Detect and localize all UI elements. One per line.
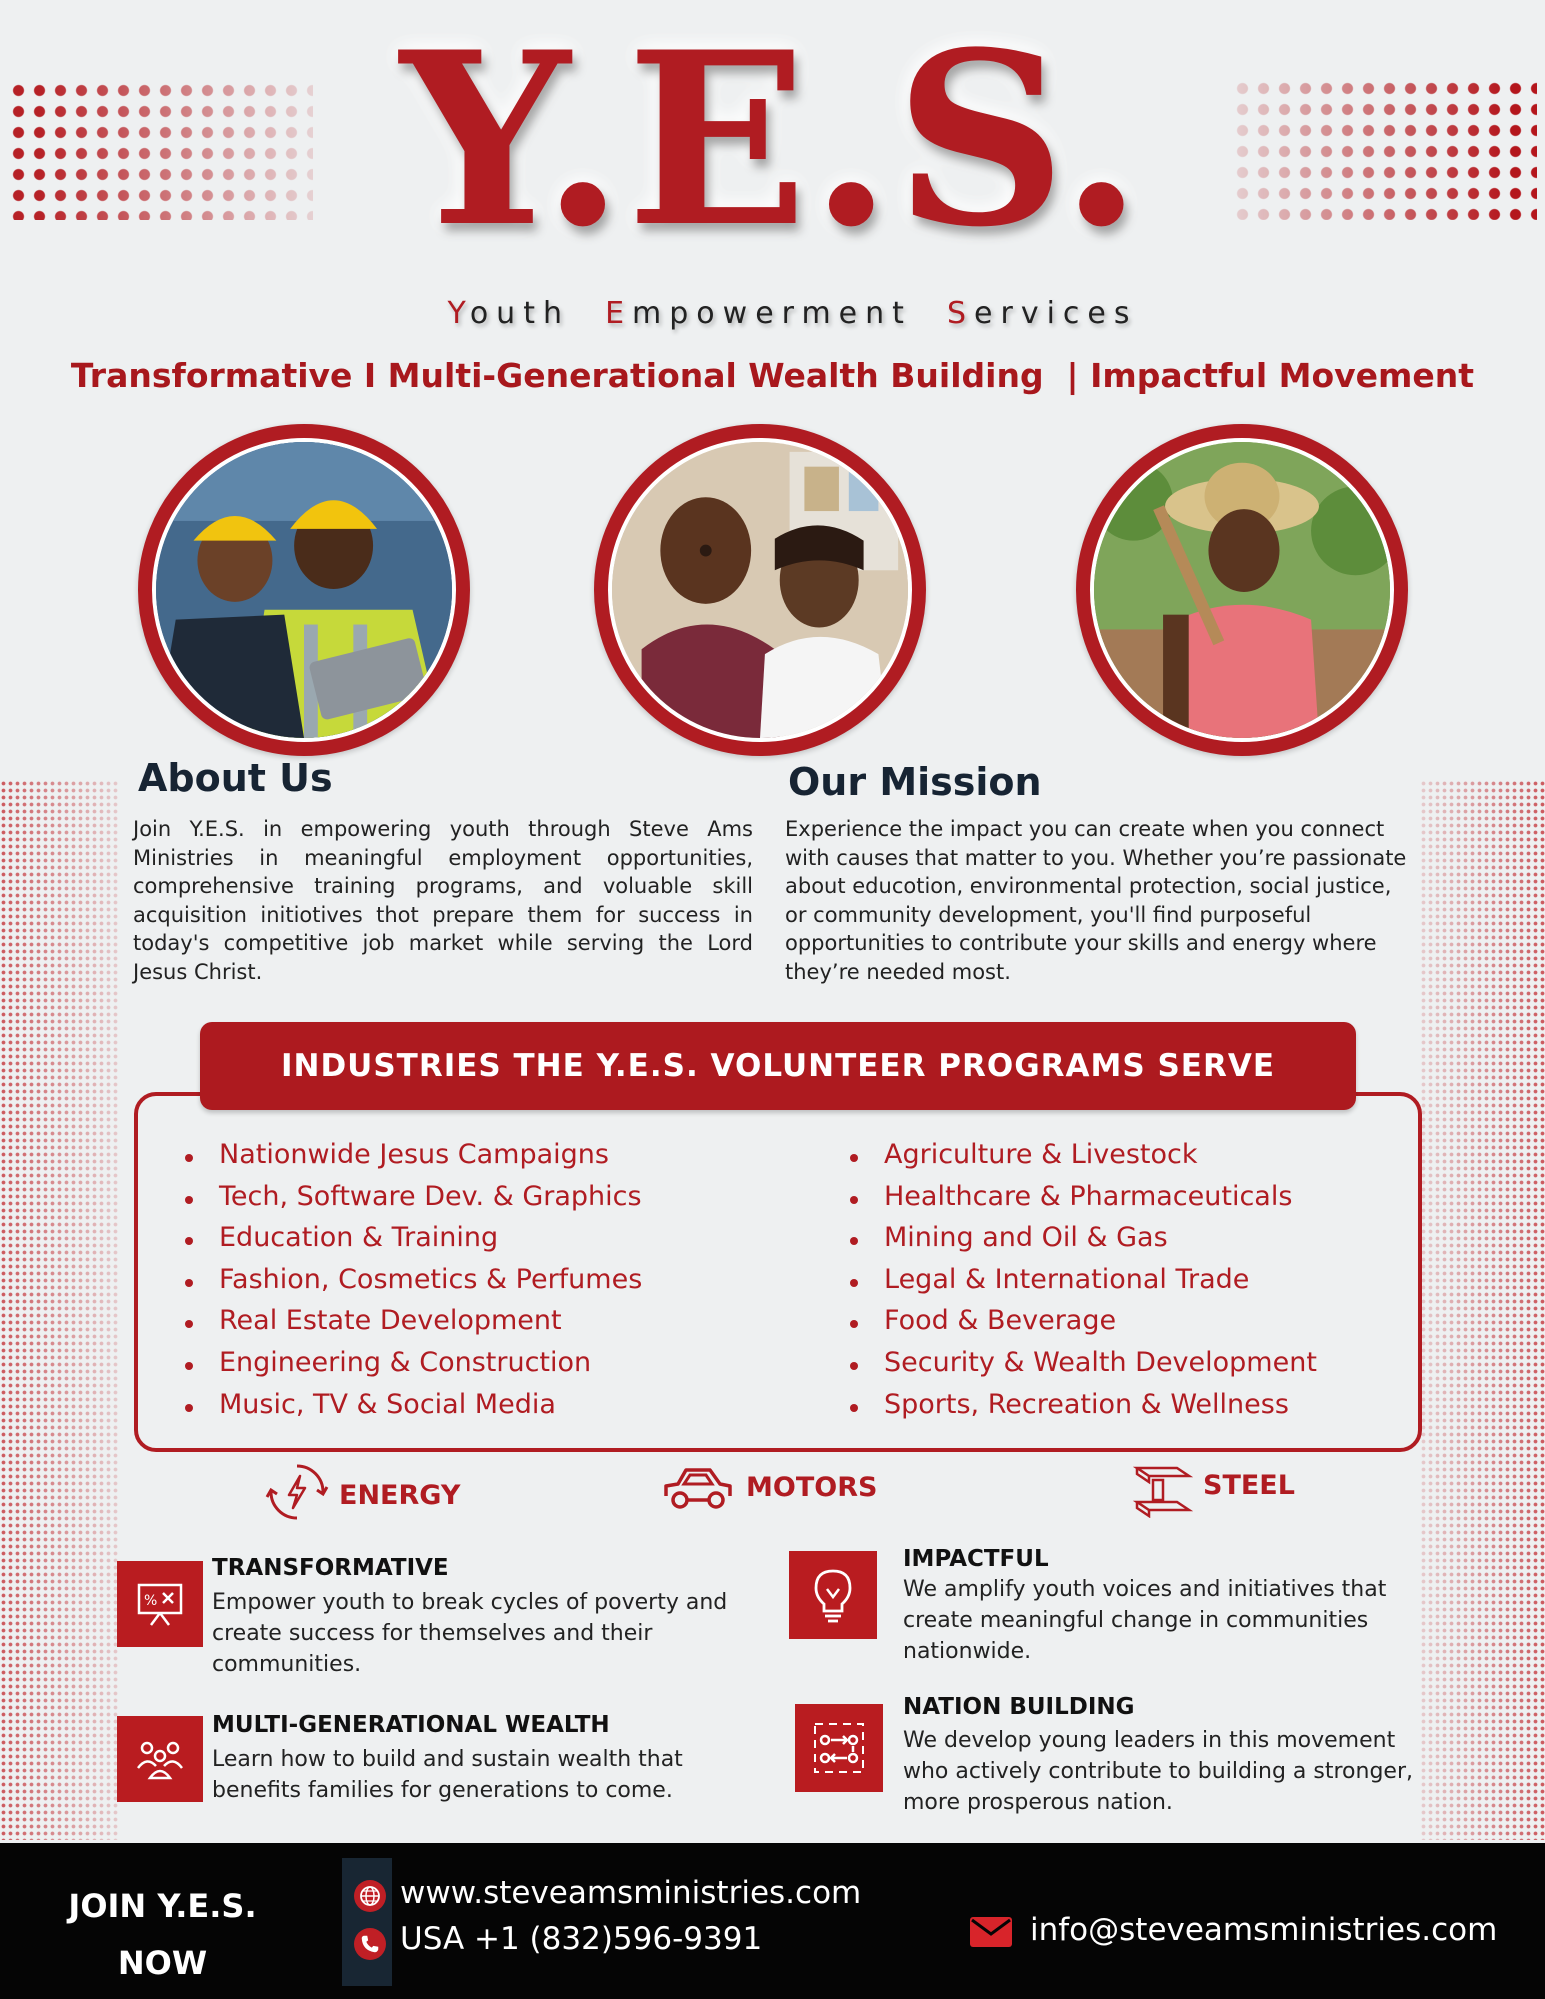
contact-icon-bar — [342, 1858, 392, 1986]
mission-title: Our Mission — [788, 760, 1042, 804]
list-item: Healthcare & Pharmaceuticals — [850, 1181, 1317, 1223]
feature-text-impactful: We amplify youth voices and initiatives that create meaningful change in communities nationwide. — [903, 1577, 1387, 1664]
mission-text: Experience the impact you can create when you connect with causes that matter to you. Whether you’re passionate about educotion, environmental protection, social justice, or community development, you'll find purposeful opportunities to contribute your skills and energy where they’re needed most. — [785, 817, 1407, 984]
presentation-icon — [117, 1561, 203, 1647]
feature-text-transformative: Empower youth to break cycles of poverty and create success for themselves and their communities. — [212, 1590, 728, 1677]
sector-steel-label: STEEL — [1203, 1469, 1295, 1501]
halftone-dots-left — [0, 780, 120, 1840]
logo-subtitle-rest-3: ervices — [974, 296, 1138, 331]
industries-left-list — [185, 1139, 642, 1430]
industries-right-list — [850, 1139, 1317, 1430]
feature-title-transformative: TRANSFORMATIVE — [212, 1555, 449, 1581]
sector-motors-label: MOTORS — [746, 1471, 878, 1503]
website-link[interactable]: www.steveamsministries.com — [400, 1875, 862, 1911]
list-item: Nationwide Jesus Campaigns — [185, 1139, 642, 1181]
feature-title-wealth: MULTI-GENERATIONAL WEALTH — [212, 1712, 610, 1738]
family-icon — [117, 1716, 203, 1802]
list-item: Tech, Software Dev. & Graphics — [185, 1181, 642, 1223]
email-link[interactable]: info@steveamsministries.com — [1030, 1912, 1498, 1948]
list-item: Music, TV & Social Media — [185, 1389, 642, 1431]
workflow-icon — [795, 1704, 883, 1792]
join-line-1: JOIN Y.E.S. — [68, 1887, 257, 1925]
healthcare-workers-illustration — [612, 442, 908, 738]
sector-motors — [660, 1462, 877, 1512]
feature-title-nation-building: NATION BUILDING — [903, 1694, 1135, 1720]
list-item: Agriculture & Livestock — [850, 1139, 1317, 1181]
tagline: Transformative I Multi-Generational Wealth Building | Impactful Movement — [70, 356, 1475, 395]
feature-text-nation-building: We develop young leaders in this movement who actively contribute to building a stronger, more prosperous nation. — [903, 1728, 1413, 1815]
list-item: Legal & International Trade — [850, 1264, 1317, 1306]
energy-icon — [265, 1460, 329, 1524]
phone-number[interactable]: USA +1 (832)596-9391 — [400, 1921, 763, 1957]
farmer-photo — [1076, 424, 1408, 756]
join-line-2: NOW — [117, 1944, 208, 1982]
list-item: Fashion, Cosmetics & Perfumes — [185, 1264, 642, 1306]
sector-steel — [1133, 1462, 1295, 1518]
feature-title-impactful: IMPACTFUL — [903, 1546, 1049, 1572]
list-item: Engineering & Construction — [185, 1347, 642, 1389]
sector-energy-label: ENERGY — [339, 1479, 461, 1511]
list-item: Security & Wealth Development — [850, 1347, 1317, 1389]
logo-subtitle-initial-1: Y — [447, 296, 470, 331]
list-item: Food & Beverage — [850, 1305, 1317, 1347]
logo-title: Y.E.S. — [400, 1, 1145, 280]
logo-subtitle-initial-3: S — [947, 296, 975, 331]
healthcare-workers-photo — [594, 424, 926, 756]
list-item: Real Estate Development — [185, 1305, 642, 1347]
logo-subtitle-initial-2: E — [605, 296, 633, 331]
about-title: About Us — [138, 756, 333, 800]
lightbulb-icon — [789, 1551, 877, 1639]
list-item: Mining and Oil & Gas — [850, 1222, 1317, 1264]
logo-subtitle-rest-2: mpowerment — [632, 296, 912, 331]
halftone-dots-right — [1420, 780, 1545, 1840]
car-icon — [660, 1462, 736, 1512]
steel-beam-icon — [1133, 1462, 1193, 1518]
svg-text:%: % — [144, 1593, 158, 1609]
globe-icon — [354, 1880, 386, 1912]
phone-icon — [354, 1928, 386, 1960]
join-now-text — [40, 1878, 285, 1992]
construction-workers-photo — [138, 424, 470, 756]
list-item: Sports, Recreation & Wellness — [850, 1389, 1317, 1431]
about-text: Join Y.E.S. in empowering youth through Steve Ams Ministries in meaningful employment opportunities, comprehensive training programs, and voluable skill acquisition initiotives thot prepare them for success in today's competitive job market while serving the Lord Jesus Christ. — [133, 817, 753, 984]
email-icon — [970, 1917, 1012, 1951]
logo-subtitle — [0, 296, 1545, 331]
sector-energy — [265, 1460, 460, 1524]
logo-subtitle-rest-1: outh — [469, 296, 570, 331]
industries-heading: INDUSTRIES THE Y.E.S. VOLUNTEER PROGRAMS SERVE — [200, 1022, 1356, 1110]
farmer-illustration — [1094, 442, 1390, 738]
list-item: Education & Training — [185, 1222, 642, 1264]
construction-workers-illustration — [156, 442, 452, 738]
feature-text-wealth: Learn how to build and sustain wealth that benefits families for generations to come. — [212, 1747, 683, 1803]
